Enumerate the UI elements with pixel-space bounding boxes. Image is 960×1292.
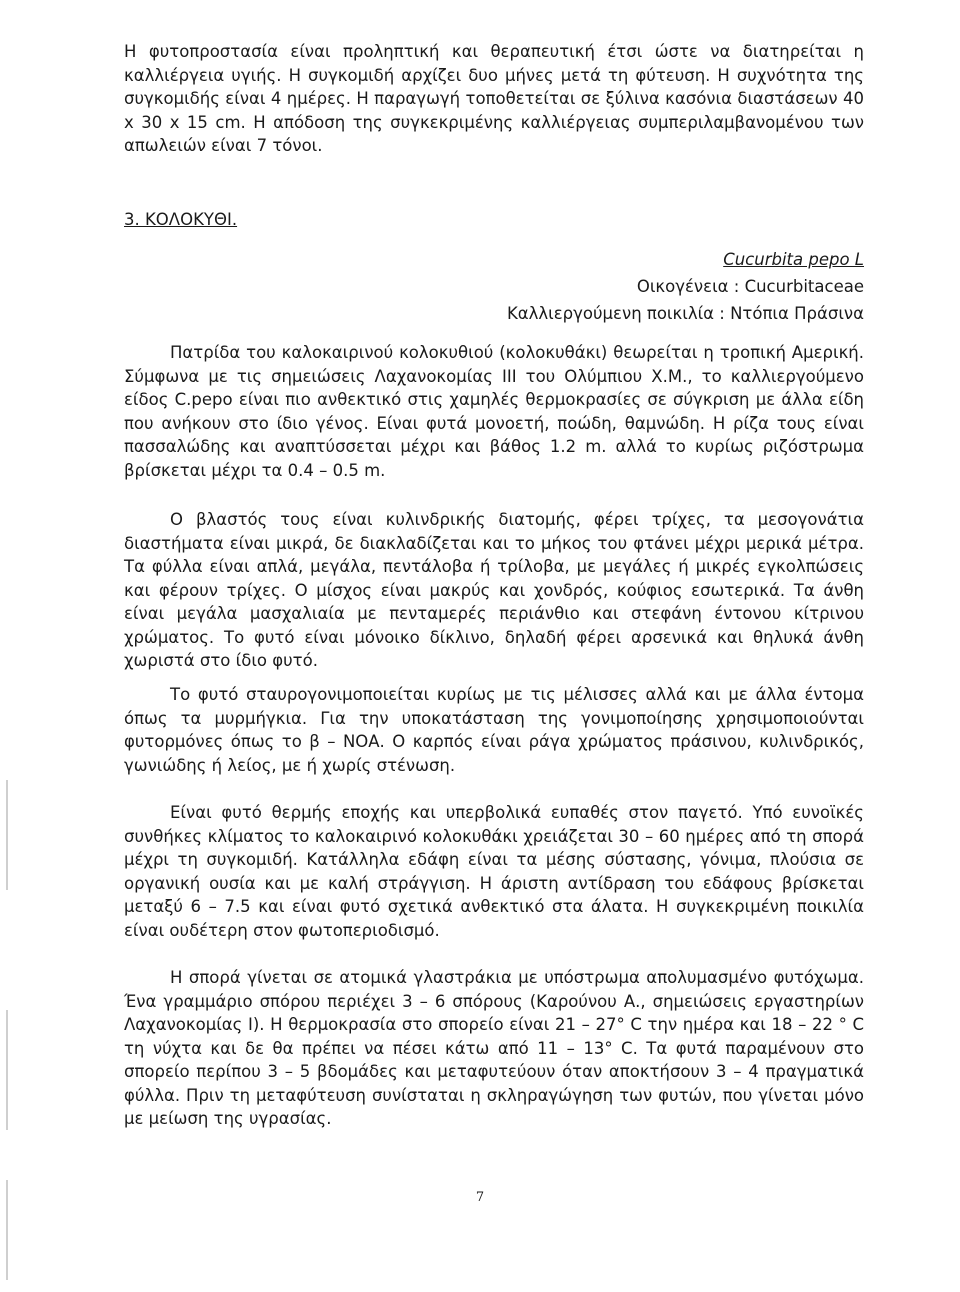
scan-margin-mark [6, 1010, 8, 1130]
sowing-paragraph: Η σπορά γίνεται σε ατομικά γλαστράκια με υπόστρωμα απολυμασμένο φυτόχωμα. Ένα γραμμάριο σπόρου περιέχει 3 – 6 σπόρους (Καρούνου Α., σημειώσεις εργαστηρίων Λαχανοκομίας Ι). Η θερμοκρασία στο σπορείο είναι 21 – 27° C την ημέρα και 18 – 22 ° C τη νύχτα και δε θα πρέπει να πέσει κάτω από 11 – 13° C. Τα φυτά παραμένουν στο σπορείο περίπου 3 – 5 βδομάδες και μεταφυτεύουν όταν αποκτήσουν 3 – 4 πραγματικά φύλλα. Πριν τη μεταφύτευση συνίσταται η σκληραγώγηση των φυτών, που γίνεται μόνο με μείωση της υγρασίας. [124, 968, 864, 1128]
family-line: Οικογένεια : Cucurbitaceae [636, 277, 864, 296]
scan-margin-mark [6, 780, 8, 890]
variety-line: Καλλιεργούμενη ποικιλία : Ντόπια Πράσινα [506, 304, 864, 323]
scientific-name: Cucurbita pepo L [723, 250, 864, 269]
pollination-paragraph: Το φυτό σταυρογονιμοποιείται κυρίως με τις μέλισσες αλλά και με άλλα έντομα όπως τα μυρμήγκια. Για την υποκατάσταση της γονιμοποίησης χρησιμοποιούνται φυτορμόνες όπως το β – ΝΟΑ. Ο καρπός είναι ράγα χρώματος πράσινου, κυλινδρικός, γωνιώδης ή λείος, με ή χωρίς στένωση. [124, 685, 864, 775]
origin-paragraph: Πατρίδα του καλοκαιρινού κολοκυθιού (κολοκυθάκι) θεωρείται η τροπική Αμερική. Σύμφωνα με τις σημειώσεις Λαχανοκομίας ΙΙΙ του Ολύμπιου Χ.Μ., το καλλιεργούμενο είδος C.pepo είναι πιο ανθεκτικό στις χαμηλές θερμοκρασίες σε σύγκριση με άλλα είδη που ανήκουν στο ίδιο γένος. Είναι φυτά μονοετή, ποώδη, θαμνώδη. Η ρίζα τους είναι πασσαλώδης και αναπτύσσεται μέχρι και βάθος 1.2 m. αλλά το κυρίως ριζόστρωμα βρίσκεται μέχρι τα 0.4 – 0.5 m. [124, 343, 864, 480]
section-heading: 3. ΚΟΛΟΚΥΘΙ. [124, 210, 238, 229]
intro-paragraph: Η φυτοπροστασία είναι προληπτική και θεραπευτική έτσι ώστε να διατηρείται η καλλιέργεια υγιής. Η συγκομιδή αρχίζει δυο μήνες μετά τη φύτευση. Η συχνότητα της συγκομιδής είναι 4 ημέρες. Η παραγωγή τοποθετείται σε ξύλινα κασόνια διαστάσεων 40 x 30 x 15 cm. Η απόδοση της συγκεκριμένης καλλιέργειας συμπεριλαμβανομένου των απωλειών είναι 7 τόνοι. [124, 42, 864, 155]
scan-margin-mark [6, 1180, 8, 1280]
page-number: 7 [475, 1190, 485, 1205]
season-paragraph: Είναι φυτό θερμής εποχής και υπερβολικά ευπαθές στον παγετό. Υπό ευνοϊκές συνθήκες κλίματος το καλοκαιρινό κολοκυθάκι χρειάζεται 30 – 60 ημέρες από τη σπορά μέχρι τη συγκομιδή. Κατάλληλα εδάφη είναι τα μέσης σύστασης, γόνιμα, πλούσια σε οργανική ουσία και με καλή στράγγιση. Η άριστη αντίδραση του εδάφους βρίσκεται μεταξύ 6 – 7.5 και είναι φυτό σχετικά ανθεκτικό στα άλατα. Η συγκεκριμένη ποικιλία είναι ουδέτερη στον φωτοπεριοδισμό. [124, 803, 864, 940]
stem-paragraph: Ο βλαστός τους είναι κυλινδρικής διατομής, φέρει τρίχες, τα μεσογονάτια διαστήματα είναι μικρά, δε διακλαδίζεται και το μήκος του φτάνει μέχρι μερικά μέτρα. Τα φύλλα είναι απλά, μεγάλα, πεντάλοβα ή τρίλοβα, με μεγάλες ή μικρές εγκολπώσεις και φέρουν τρίχες. Ο μίσχος είναι μακρύς και χονδρός, κούφιος εσωτερικά. Τα άνθη είναι μεγάλα μασχαλιαία με πενταμερές περιάνθιο και στεφάνη έντονου κίτρινου χρώματος. Το φυτό είναι μόνοικο δίκλινο, δηλαδή φέρει αρσενικά και θηλυκά άνθη χωριστά στο ίδιο φυτό. [124, 510, 864, 670]
